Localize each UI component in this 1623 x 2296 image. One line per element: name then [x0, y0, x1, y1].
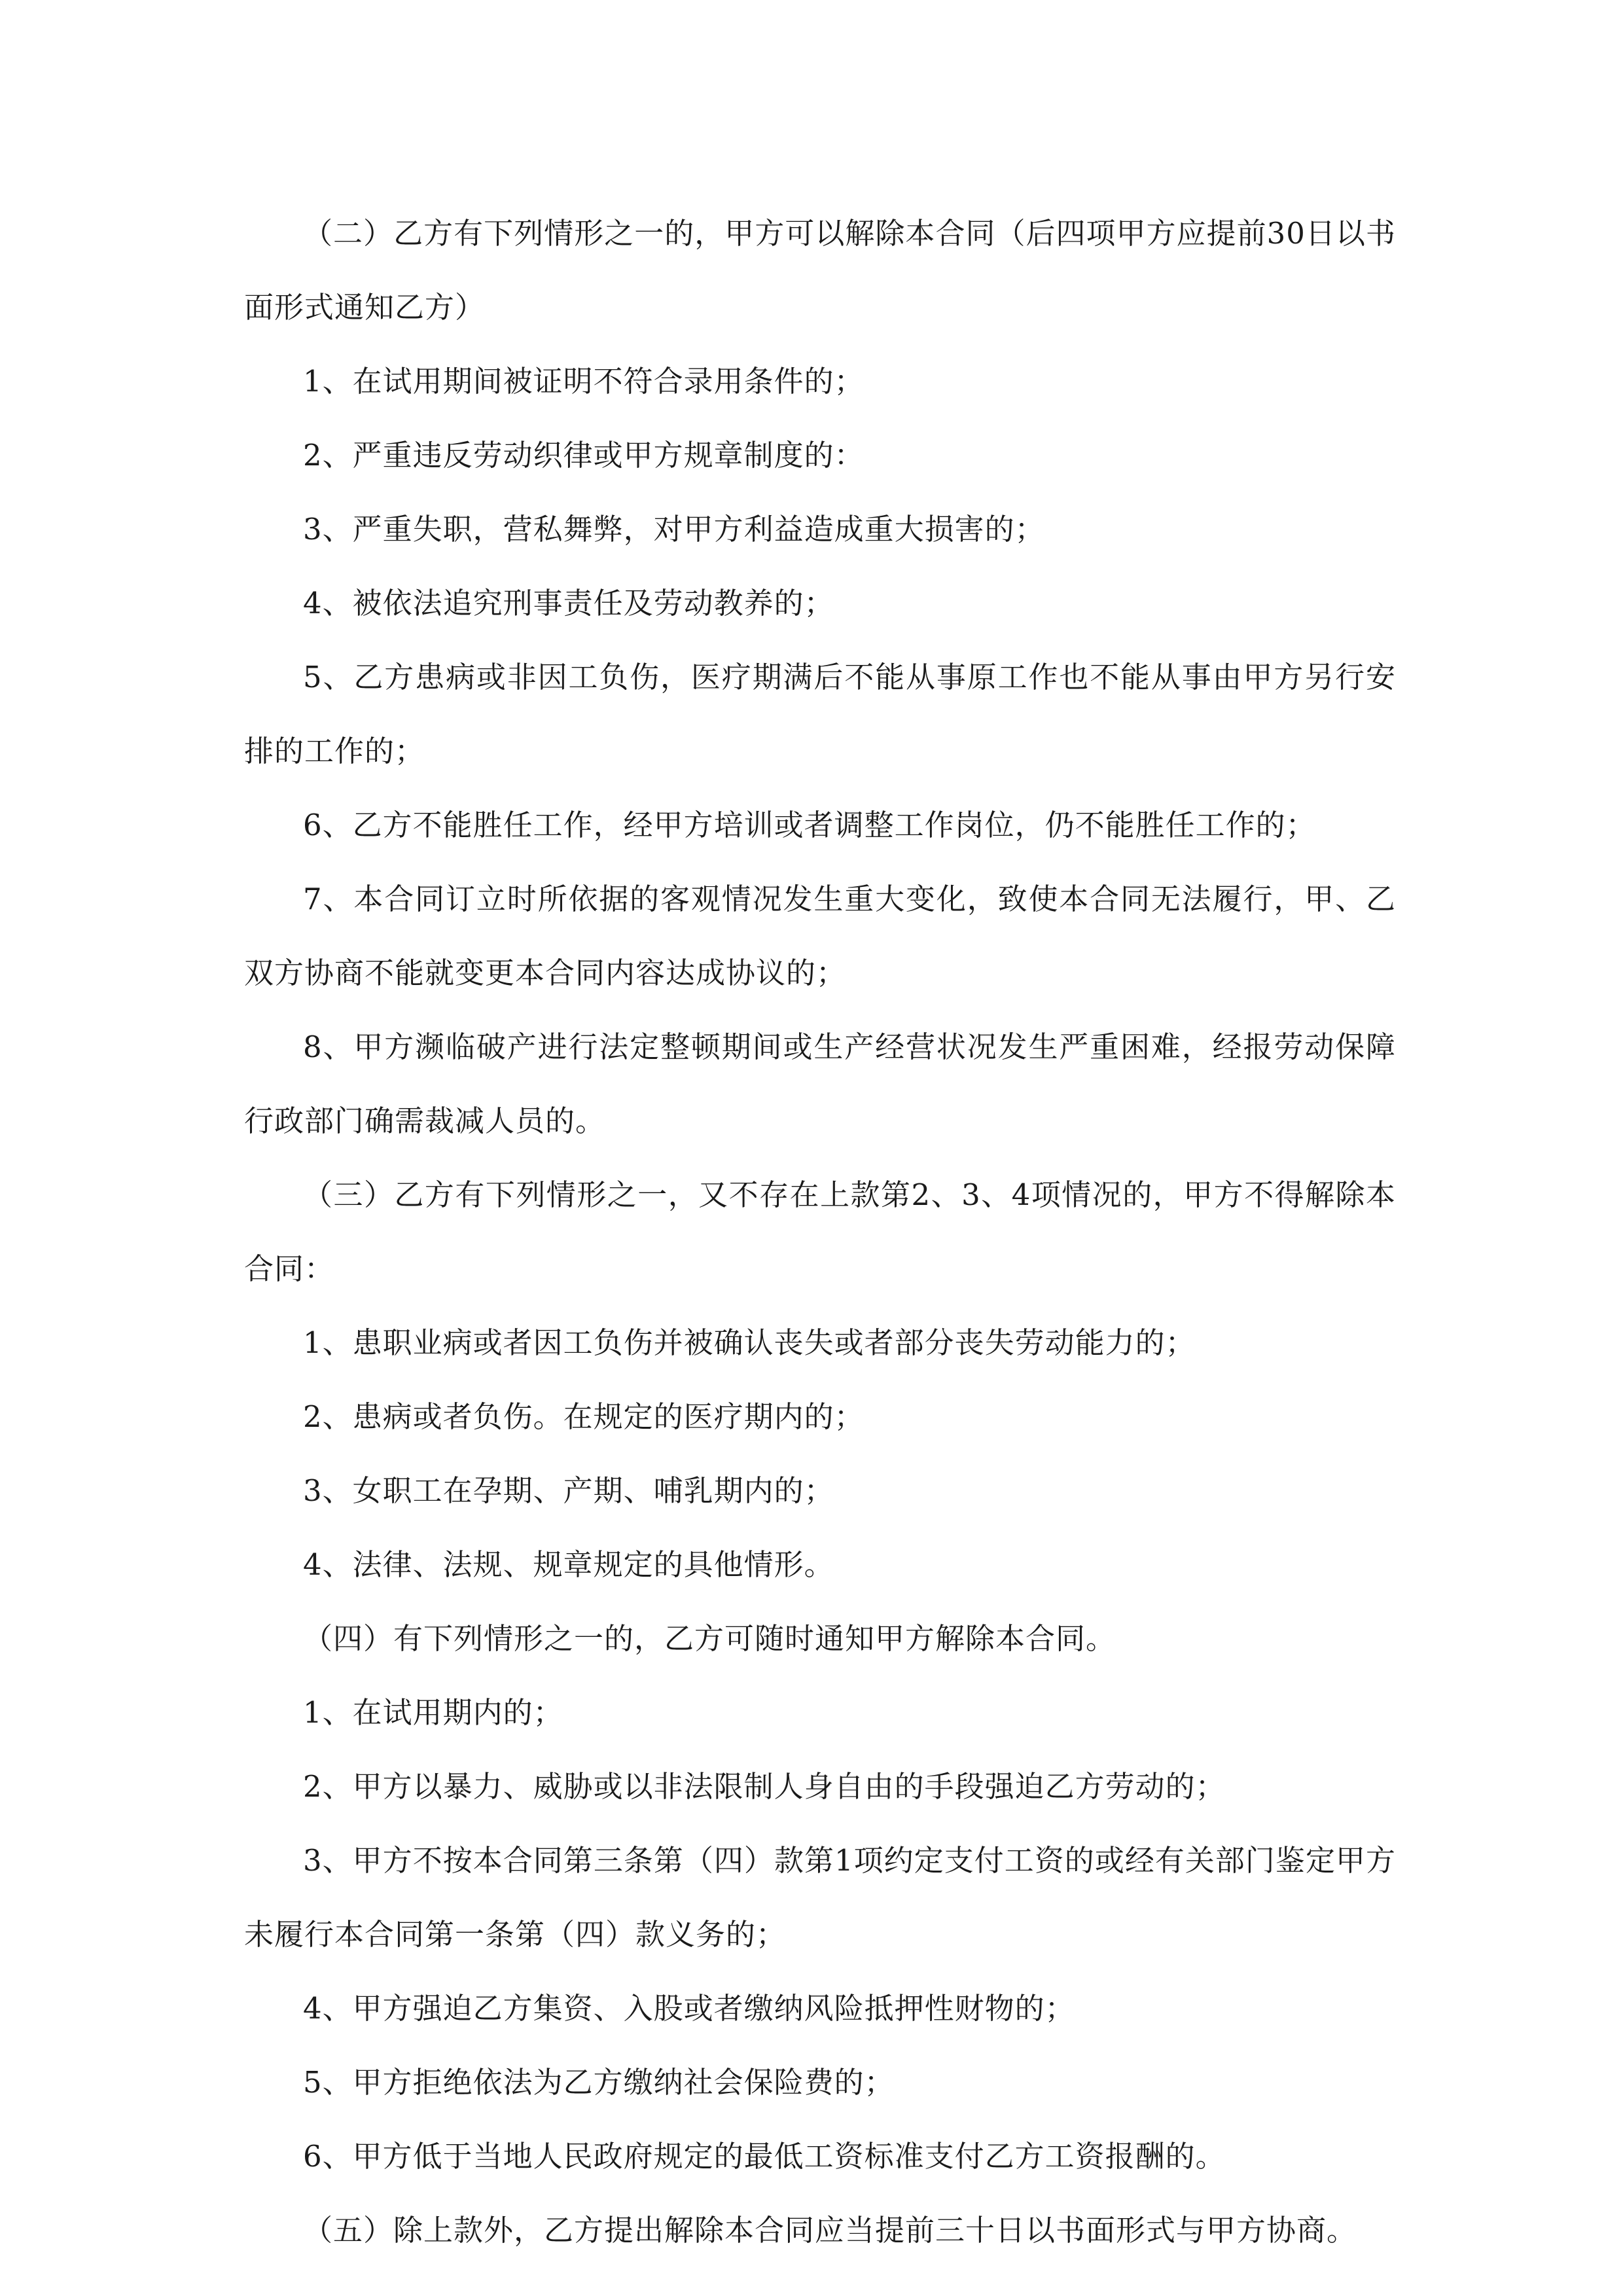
clause-2-item-4: 4、被依法追究刑事责任及劳动教养的； — [303, 586, 834, 620]
clause-4-item-4: 4、甲方强迫乙方集资、入股或者缴纳风险抵押性财物的； — [303, 1991, 1075, 2026]
clause-2-item-6: 6、乙方不能胜任工作，经甲方培训或者调整工作岗位，仍不能胜任工作的； — [303, 808, 1316, 842]
clause-4-item-3: 3、甲方不按本合同第三条第（四）款第1项约定支付工资的或经有关部门鉴定甲方未履行本合同第一条第（四）款义务的； — [244, 1843, 1396, 1952]
clause-2-heading: （二）乙方有下列情形之一的，甲方可以解除本合同（后四项甲方应提前30日以书面形式通知乙方） — [244, 216, 1396, 325]
clause-3-item-3: 3、女职工在孕期、产期、哺乳期内的； — [303, 1473, 834, 1508]
clause-2-item-7: 7、本合同订立时所依据的客观情况发生重大变化，致使本合同无法履行，甲、乙双方协商不能就变更本合同内容达成协议的； — [244, 882, 1396, 990]
clause-3-item-2: 2、患病或者负伤。在规定的医疗期内的； — [303, 1399, 865, 1434]
clause-2-item-2: 2、严重违反劳动织律或甲方规章制度的： — [303, 438, 865, 473]
clause-4-item-6: 6、甲方低于当地人民政府规定的最低工资标准支付乙方工资报酬的。 — [303, 2139, 1226, 2174]
clause-2-item-1: 1、在试用期间被证明不符合录用条件的； — [303, 364, 865, 399]
clause-4-item-5: 5、甲方拒绝依法为乙方缴纳社会保险费的； — [303, 2065, 895, 2100]
clause-3-item-4: 4、法律、法规、规章规定的具他情形。 — [303, 1547, 834, 1582]
clause-3-heading: （三）乙方有下列情形之一，又不存在上款第2、3、4项情况的，甲方不得解除本合同： — [244, 1177, 1396, 1286]
clause-2-item-5: 5、乙方患病或非因工负伤，医疗期满后不能从事原工作也不能从事由甲方另行安排的工作的； — [244, 660, 1396, 768]
clause-5-heading: （五）除上款外，乙方提出解除本合同应当提前三十日以书面形式与甲方协商。 — [303, 2213, 1357, 2248]
clause-4-item-1: 1、在试用期内的； — [303, 1695, 563, 1730]
clause-2-item-3: 3、严重失职，营私舞弊，对甲方利益造成重大损害的； — [303, 512, 1045, 547]
clause-4-item-2: 2、甲方以暴力、威胁或以非法限制人身自由的手段强迫乙方劳动的； — [303, 1769, 1226, 1804]
clause-3-item-1: 1、患职业病或者因工负伤并被确认丧失或者部分丧失劳动能力的； — [303, 1325, 1196, 1360]
clause-4-heading: （四）有下列情形之一的，乙方可随时通知甲方解除本合同。 — [303, 1621, 1116, 1656]
clause-2-item-8: 8、甲方濒临破产进行法定整顿期间或生产经营状况发生严重困难，经报劳动保障行政部门确需裁减人员的。 — [244, 1030, 1396, 1138]
document-body — [244, 196, 1396, 2267]
